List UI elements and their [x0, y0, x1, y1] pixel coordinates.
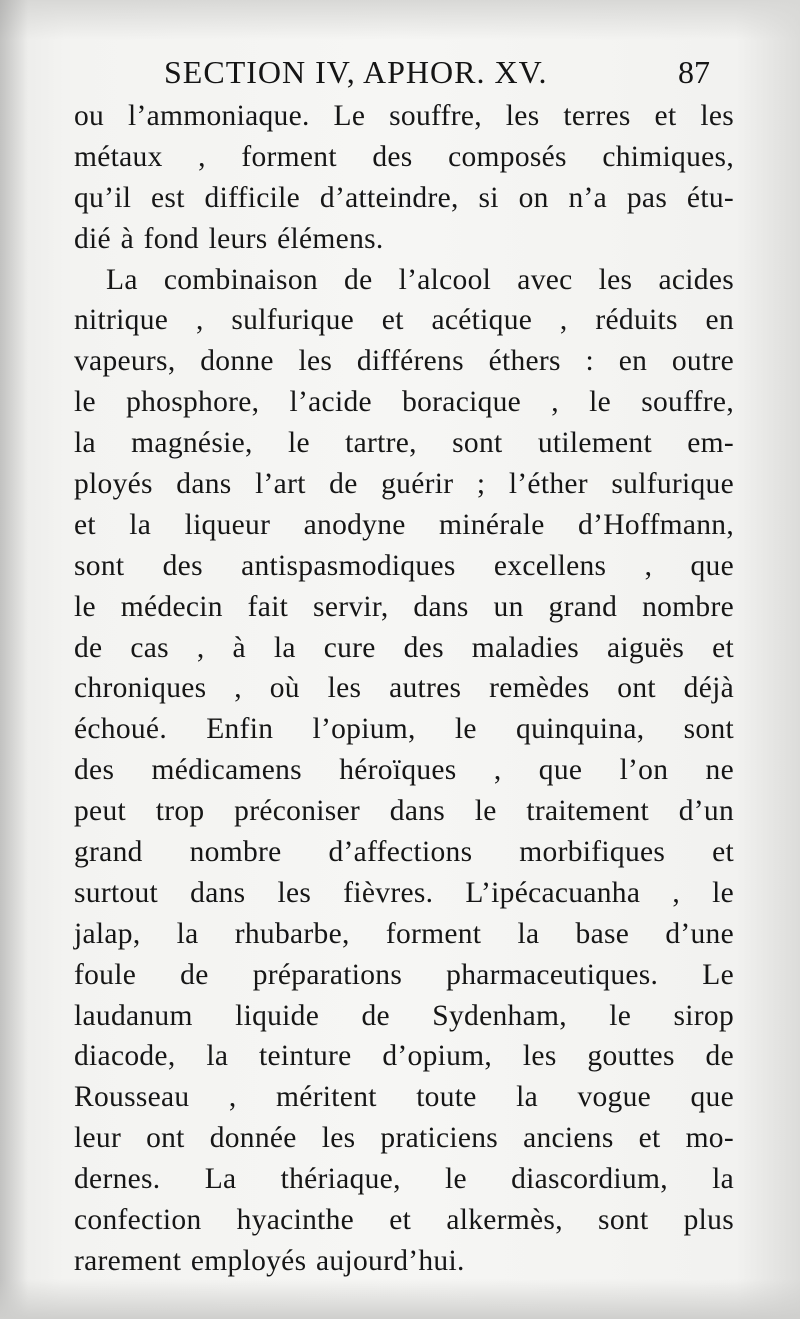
text-line: vapeurs, donne les différens éthers : en outre — [74, 345, 734, 378]
text-line: Rousseau , méritent toute la vogue que — [74, 1081, 734, 1114]
text-line: dié à fond leurs élémens. — [74, 222, 384, 255]
text-line: La combinaison de l’alcool avec les acides — [106, 263, 734, 296]
text-line: diacode, la teinture d’opium, les gouttes de — [74, 1040, 734, 1073]
text-line: jalap, la rhubarbe, forment la base d’une — [74, 917, 734, 950]
text-line: laudanum liquide de Sydenham, le sirop — [74, 999, 734, 1032]
text-line: sont des antispasmodiques excellens , que — [74, 549, 734, 582]
text-line: qu’il est difficile d’atteindre, si on n’a pas étu- — [74, 181, 734, 214]
text-line: foule de préparations pharmaceutiques. Le — [74, 958, 734, 991]
text-line: grand nombre d’affections morbifiques et — [74, 836, 734, 869]
text-line: peut trop préconiser dans le traitement d’un — [74, 795, 734, 828]
page-number: 87 — [678, 54, 710, 90]
text-line: surtout dans les fièvres. L’ipécacuanha , le — [74, 876, 734, 909]
body-text — [74, 96, 734, 1282]
text-line: le phosphore, l’acide boracique , le souffre, — [74, 386, 734, 419]
text-line: des médicamens héroïques , que l’on ne — [74, 754, 734, 787]
text-line: de cas , à la cure des maladies aiguës et — [74, 631, 734, 664]
text-line: ployés dans l’art de guérir ; l’éther sulfurique — [74, 468, 734, 501]
text-line: nitrique , sulfurique et acétique , réduits en — [74, 304, 734, 337]
text-line: le médecin fait servir, dans un grand nombre — [74, 590, 734, 623]
text-line: rarement employés aujourd’hui. — [74, 1244, 465, 1277]
text-line: leur ont donnée les praticiens anciens et mo- — [74, 1122, 734, 1155]
text-line: échoué. Enfin l’opium, le quinquina, sont — [74, 713, 734, 746]
text-line: dernes. La thériaque, le diascordium, la — [74, 1163, 734, 1196]
text-line: la magnésie, le tartre, sont utilement em- — [74, 427, 734, 460]
running-head — [150, 50, 720, 94]
text-line: confection hyacinthe et alkermès, sont plus — [74, 1204, 734, 1237]
text-line: métaux , forment des composés chimiques, — [74, 140, 734, 173]
text-line: chroniques , où les autres remèdes ont déjà — [74, 672, 734, 705]
text-line: et la liqueur anodyne minérale d’Hoffmann, — [74, 508, 734, 541]
text-line: ou l’ammoniaque. Le souffre, les terres et les — [74, 100, 734, 132]
running-title: SECTION IV, APHOR. XV. — [164, 54, 548, 90]
spine-shadow — [0, 0, 28, 1319]
